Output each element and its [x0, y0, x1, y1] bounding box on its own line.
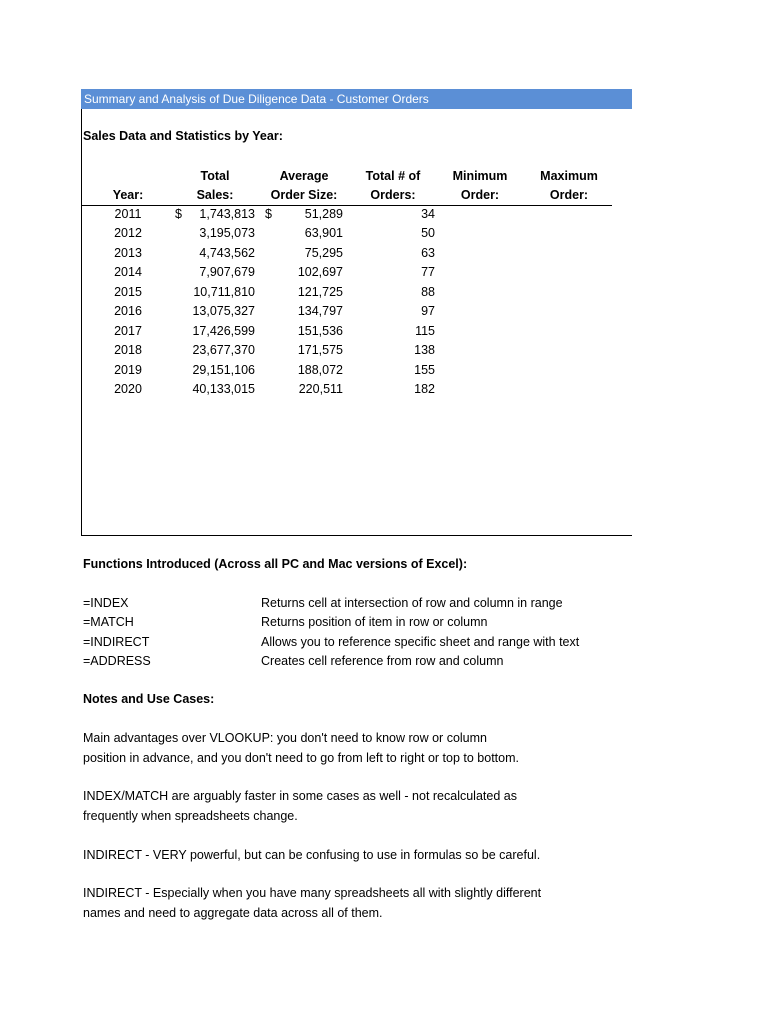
function-name: =MATCH [83, 615, 134, 629]
cell-avg: 220,511 [298, 382, 343, 396]
cell-year: 2011 [114, 207, 142, 221]
function-desc: Returns position of item in row or column [261, 615, 488, 629]
cell-sales: 1,743,813 [199, 207, 255, 221]
note-line: names and need to aggregate data across all of them. [83, 906, 383, 920]
cell-orders: 97 [421, 304, 435, 318]
cell-sales: 4,743,562 [199, 246, 255, 260]
cell-avg: 102,697 [297, 265, 343, 279]
cell-avg: 121,725 [297, 285, 343, 299]
currency-symbol-avg: $ [265, 207, 272, 221]
col-header-sales-2: Sales: [196, 188, 234, 202]
cell-year: 2014 [114, 265, 142, 279]
cell-year: 2020 [114, 382, 142, 396]
cell-sales: 40,133,015 [192, 382, 255, 396]
cell-sales: 3,195,073 [199, 226, 255, 240]
col-header-avg-1: Average [279, 169, 329, 183]
cell-orders: 182 [414, 382, 435, 396]
cell-avg: 151,536 [297, 324, 343, 338]
function-desc: Creates cell reference from row and column [261, 654, 504, 668]
cell-avg: 51,289 [304, 207, 343, 221]
cell-year: 2016 [114, 304, 142, 318]
cell-avg: 75,295 [304, 246, 343, 260]
cell-sales: 17,426,599 [192, 324, 255, 338]
function-name: =ADDRESS [83, 654, 151, 668]
col-header-max-1: Maximum [540, 169, 598, 183]
cell-orders: 88 [421, 285, 435, 299]
col-header-min-2: Order: [460, 188, 500, 202]
sheet-title: Summary and Analysis of Due Diligence Data - Customer Orders [81, 89, 632, 109]
cell-sales: 29,151,106 [192, 363, 255, 377]
cell-orders: 34 [421, 207, 435, 221]
notes-heading: Notes and Use Cases: [83, 692, 215, 706]
cell-orders: 63 [421, 246, 435, 260]
box-border-left [81, 109, 82, 535]
function-name: =INDIRECT [83, 635, 150, 649]
cell-year: 2015 [114, 285, 142, 299]
cell-sales: 23,677,370 [192, 343, 255, 357]
function-name: =INDEX [83, 596, 129, 610]
cell-orders: 155 [414, 363, 435, 377]
cell-year: 2018 [114, 343, 142, 357]
cell-orders: 77 [421, 265, 435, 279]
col-header-max-2: Order: [549, 188, 589, 202]
note-line: position in advance, and you don't need to go from left to right or top to bottom. [83, 751, 519, 765]
note-line: INDIRECT - VERY powerful, but can be confusing to use in formulas so be careful. [83, 848, 541, 862]
section-heading: Sales Data and Statistics by Year: [83, 129, 283, 143]
functions-heading: Functions Introduced (Across all PC and Mac versions of Excel): [83, 557, 468, 571]
col-header-orders-1: Total # of [365, 169, 421, 183]
cell-orders: 138 [414, 343, 435, 357]
currency-symbol-sales: $ [175, 207, 182, 221]
col-header-min-1: Minimum [452, 169, 508, 183]
cell-avg: 63,901 [304, 226, 343, 240]
col-header-year: Year: [112, 188, 144, 202]
cell-sales: 13,075,327 [192, 304, 255, 318]
cell-sales: 7,907,679 [199, 265, 255, 279]
cell-year: 2017 [114, 324, 142, 338]
box-border-bottom [81, 535, 632, 536]
cell-year: 2019 [114, 363, 142, 377]
cell-avg: 171,575 [297, 343, 343, 357]
note-line: Main advantages over VLOOKUP: you don't need to know row or column [83, 731, 487, 745]
col-header-avg-2: Order Size: [270, 188, 338, 202]
col-header-sales-1: Total [200, 169, 230, 183]
cell-orders: 50 [421, 226, 435, 240]
header-underline [82, 205, 612, 206]
function-desc: Allows you to reference specific sheet and range with text [261, 635, 580, 649]
cell-year: 2013 [114, 246, 142, 260]
cell-year: 2012 [114, 226, 142, 240]
col-header-orders-2: Orders: [370, 188, 416, 202]
note-line: INDIRECT - Especially when you have many spreadsheets all with slightly different [83, 886, 542, 900]
function-desc: Returns cell at intersection of row and column in range [261, 596, 563, 610]
cell-avg: 134,797 [297, 304, 343, 318]
cell-orders: 115 [415, 324, 435, 338]
note-line: INDEX/MATCH are arguably faster in some cases as well - not recalculated as [83, 789, 517, 803]
cell-avg: 188,072 [297, 363, 343, 377]
note-line: frequently when spreadsheets change. [83, 809, 298, 823]
cell-sales: 10,711,810 [193, 285, 255, 299]
